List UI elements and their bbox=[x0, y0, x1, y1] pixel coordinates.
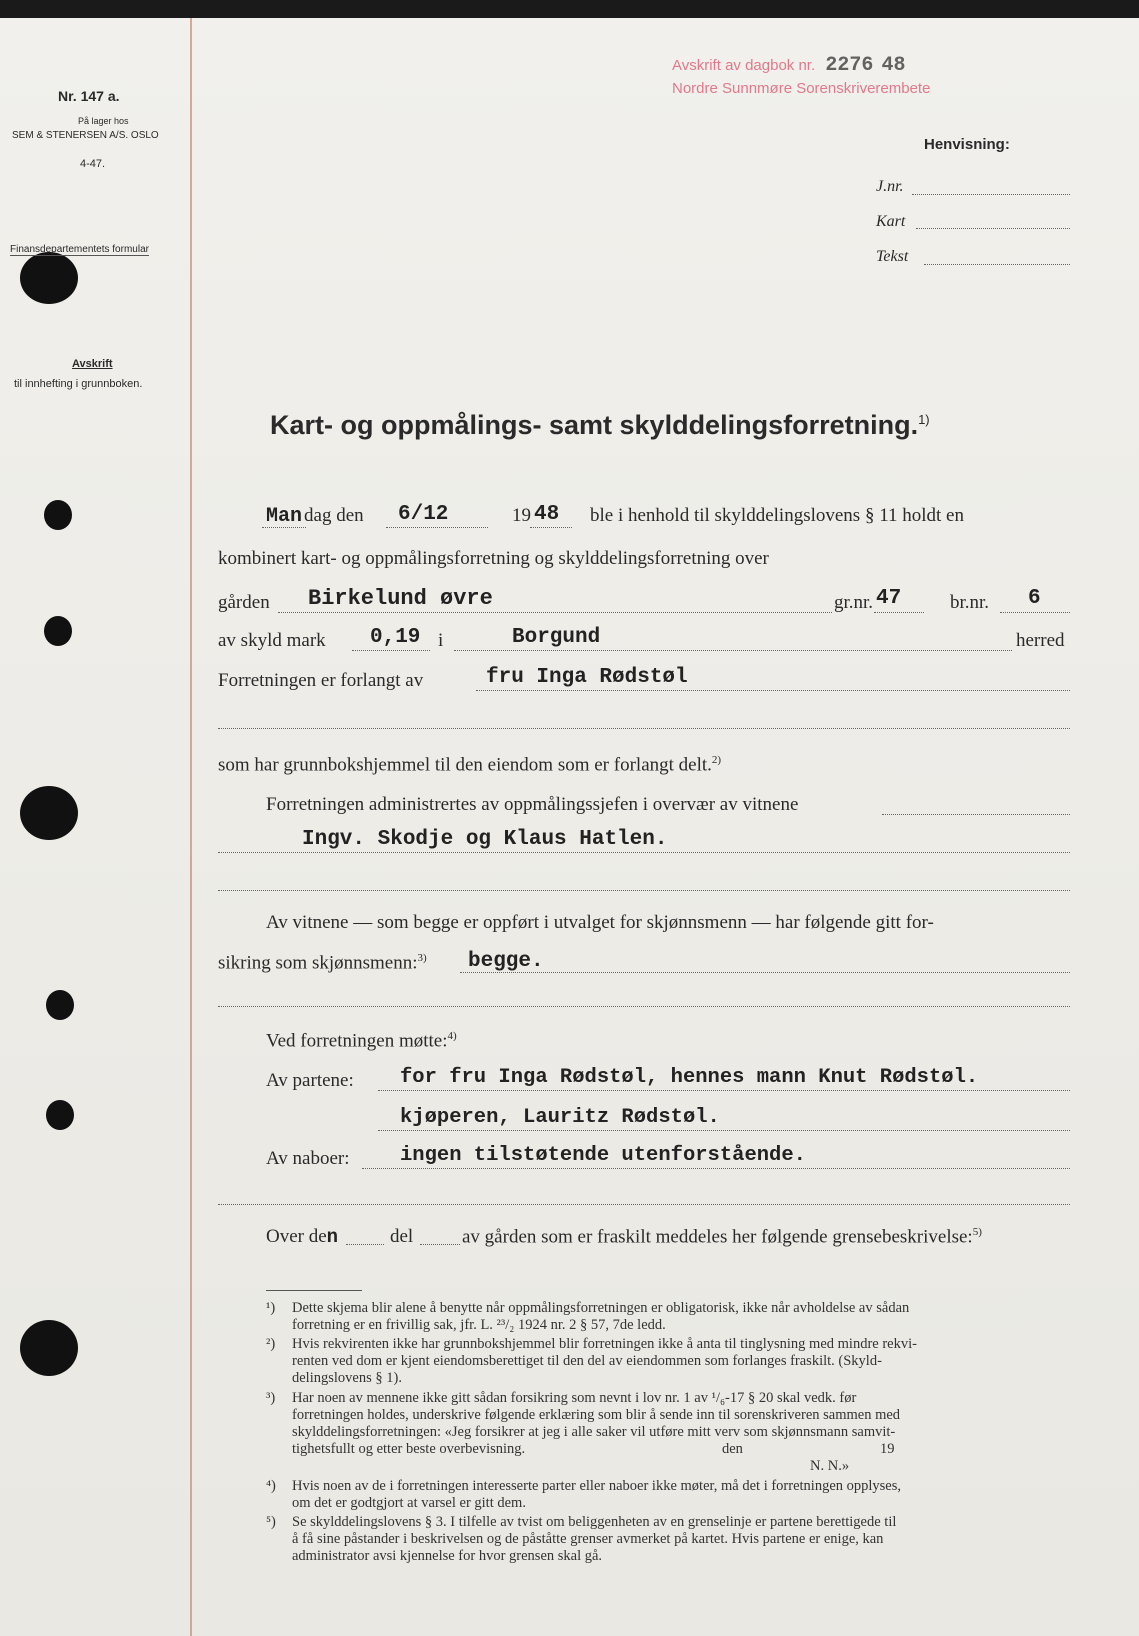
copy-sublabel: til innhefting i grunnboken. bbox=[14, 378, 143, 390]
reference-tekst: Tekst bbox=[876, 248, 909, 265]
punch-hole bbox=[20, 786, 78, 840]
del-line bbox=[420, 1244, 460, 1245]
fn5-line: å få sine påstander i beskrivelsen og de påståtte grenser avmerket på kartet. Hvis partene er enige, kan bbox=[292, 1531, 884, 1547]
line-2: kombinert kart- og oppmålingsforretning og skylddelingsforretning over bbox=[218, 548, 769, 569]
boundary-text: av gården som er fraskilt meddeles her følgende grensebeskrivelse: bbox=[462, 1226, 973, 1248]
stamp-number: 2276 bbox=[825, 54, 874, 77]
line-6 bbox=[218, 754, 721, 776]
fn3-mark: 3) bbox=[417, 952, 427, 964]
farm-line bbox=[278, 612, 832, 613]
copy-label: Avskrift bbox=[72, 358, 113, 370]
kart-line bbox=[916, 228, 1070, 229]
reference-title: Henvisning: bbox=[924, 136, 1010, 153]
fn4-foot-mark: ⁴) bbox=[266, 1478, 276, 1494]
fn2-line: Hvis rekvirenten ikke har grunnbokshjemmel blir forretningen ikke å anta til tinglysning med mindre rekvi- bbox=[292, 1336, 917, 1352]
fn3-line: skylddelingsforretningen: «Jeg forsikrer at jeg i alle saker vil utføre mitt verv som skjønnsmann samvit- bbox=[292, 1424, 896, 1440]
fn3-line: tighetsfullt og etter beste overbevisning. bbox=[292, 1441, 526, 1457]
grnr-line bbox=[874, 612, 924, 613]
jnr-line bbox=[912, 194, 1070, 195]
year-value: 48 bbox=[534, 503, 560, 526]
requested-by-line bbox=[476, 690, 1070, 691]
form-date: 4-47. bbox=[80, 158, 106, 170]
fn3-line: Har noen av mennene ikke gitt sådan forsikring som nevnt i lov nr. 1 av ¹/₆-17 § 20 skal vedk. før bbox=[292, 1390, 857, 1406]
over-de-label: Over de bbox=[266, 1226, 327, 1247]
fn5-line: Se skylddelingslovens § 3. I tilfelle av tvist om beliggenheten av en grenselinje er partene berettigede til bbox=[292, 1514, 897, 1530]
fn4-line: Hvis noen av de i forretningen interesserte parter eller naboer ikke møter, må det i forretningen opplyses, bbox=[292, 1478, 902, 1494]
title-footnote-mark: 1) bbox=[918, 412, 930, 427]
fn5-foot-mark: ⁵) bbox=[266, 1514, 276, 1530]
punch-hole bbox=[20, 1320, 78, 1376]
footnote-rule bbox=[266, 1290, 362, 1291]
witness-line-2 bbox=[218, 852, 1070, 853]
punch-hole bbox=[20, 252, 78, 304]
publisher-line-1: På lager hos bbox=[78, 116, 129, 126]
line-1 bbox=[266, 505, 364, 528]
line-1-rest: ble i henhold til skylddelingslovens § 11 holdt en bbox=[590, 505, 964, 526]
tekst-line bbox=[924, 264, 1070, 265]
punch-hole bbox=[44, 616, 72, 646]
blank-line-3 bbox=[218, 1006, 1070, 1007]
brnr-value: 6 bbox=[1028, 587, 1041, 610]
date-line bbox=[386, 527, 488, 528]
year-line bbox=[530, 527, 572, 528]
fn2-foot-mark: ²) bbox=[266, 1336, 276, 1352]
parties-label: Av partene: bbox=[266, 1070, 354, 1091]
herred-label: herred bbox=[1016, 630, 1065, 651]
fn3-signature: N. N.» bbox=[810, 1458, 850, 1474]
line-9: Av vitnene — som begge er oppført i utvalget for skjønnsmenn — har følgende gitt for- bbox=[266, 912, 934, 933]
witness-line-1 bbox=[882, 814, 1070, 815]
neighbours-line bbox=[362, 1168, 1070, 1169]
stamp-line-2: Nordre Sunnmøre Sorenskriverembete bbox=[672, 80, 931, 97]
herred-line bbox=[454, 650, 1012, 651]
fn5-mark: 5) bbox=[972, 1226, 982, 1238]
scan-edge bbox=[0, 0, 1139, 18]
brnr-label: br.nr. bbox=[950, 592, 990, 613]
punch-hole bbox=[46, 1100, 74, 1130]
assurance-value: begge. bbox=[468, 950, 544, 973]
herred-name: Borgund bbox=[512, 626, 601, 649]
parties-line-2 bbox=[378, 1130, 1070, 1131]
witnesses-value: Ingv. Skodje og Klaus Hatlen. bbox=[302, 828, 668, 851]
date-value: 6/12 bbox=[398, 503, 449, 526]
fn2-mark: 2) bbox=[711, 754, 722, 766]
parties-value-2: kjøperen, Lauritz Rødstøl. bbox=[400, 1106, 720, 1129]
grnr-label: gr.nr. bbox=[834, 592, 874, 613]
fn3-den: den bbox=[722, 1441, 743, 1457]
year-prefix: 19 bbox=[512, 505, 531, 526]
title-text: Kart- og oppmålings- samt skylddelingsforretning. bbox=[270, 410, 919, 440]
line-10 bbox=[218, 952, 427, 974]
fn5-line: administrator avsi kjennelse for hvor grensen skal gå. bbox=[292, 1548, 603, 1564]
assurance-line bbox=[460, 972, 1070, 973]
line-15-rest bbox=[462, 1226, 982, 1248]
weekday-line bbox=[262, 527, 306, 528]
margin-line bbox=[190, 18, 192, 1636]
fn3-foot-mark: ³) bbox=[266, 1390, 276, 1406]
skyld-i: i bbox=[438, 630, 444, 651]
blank-line-4 bbox=[218, 1204, 1070, 1205]
stamp-line-1: Avskrift av dagbok nr. bbox=[672, 57, 816, 74]
parties-value: for fru Inga Rødstøl, hennes mann Knut Rødstøl. bbox=[400, 1066, 979, 1089]
publisher-line-2: SEM & STENERSEN A/S. OSLO bbox=[12, 130, 159, 141]
over-de-suffix: n bbox=[326, 1226, 339, 1248]
document-title bbox=[270, 410, 930, 441]
del-label: del bbox=[390, 1226, 414, 1247]
fn3-line: forretningen holdes, underskrive følgende erklæring som blir å sende inn til sorenskriveren sammen med bbox=[292, 1407, 901, 1423]
reference-jnr: J.nr. bbox=[876, 178, 904, 195]
reference-kart: Kart bbox=[876, 213, 906, 230]
line-6-text: som har grunnbokshjemmel til den eiendom som er forlangt delt. bbox=[218, 754, 712, 776]
punch-hole bbox=[44, 500, 72, 530]
fn1-mark: ¹) bbox=[266, 1300, 276, 1316]
farm-name: Birkelund øvre bbox=[308, 586, 493, 611]
neighbours-value: ingen tilstøtende utenforstående. bbox=[400, 1144, 806, 1167]
grnr-value: 47 bbox=[876, 587, 902, 610]
weekday-value: Man bbox=[266, 505, 303, 528]
skyld-label: av skyld mark bbox=[218, 630, 326, 651]
blank-line-2 bbox=[218, 890, 1070, 891]
fn1-line: forretning er en frivillig sak, jfr. L. ²³/₂ 1924 nr. 2 § 57, 7de ledd. bbox=[292, 1317, 666, 1333]
fn2-line: renten ved dom er kjent eiendomsberettiget til den del av eiendommen som forlanges fraskilt. (Skyld- bbox=[292, 1353, 882, 1369]
skyld-line bbox=[352, 650, 430, 651]
fn4-mark: 4) bbox=[447, 1030, 457, 1042]
neighbours-label: Av naboer: bbox=[266, 1148, 350, 1169]
assurance-label: sikring som skjønnsmenn: bbox=[218, 952, 418, 974]
line-11 bbox=[266, 1030, 457, 1052]
fn2-line: delingslovens § 1). bbox=[292, 1370, 402, 1386]
stamp-year: 48 bbox=[881, 54, 906, 77]
skyld-value: 0,19 bbox=[370, 626, 421, 649]
department-label: Finansdepartementets formular bbox=[10, 244, 149, 255]
brnr-line bbox=[1000, 612, 1070, 613]
parties-line bbox=[378, 1090, 1070, 1091]
fn1-line: Dette skjema blir alene å benytte når oppmålingsforretningen er obligatorisk, ikke når avholdelse av sådan bbox=[292, 1300, 910, 1316]
fn4-line: om det er godtgjort at varsel er gitt dem. bbox=[292, 1495, 526, 1511]
fn3-19: 19 bbox=[880, 1441, 895, 1457]
registry-stamp bbox=[672, 54, 906, 77]
farm-label: gården bbox=[218, 592, 270, 613]
attendance-label: Ved forretningen møtte: bbox=[266, 1030, 448, 1052]
form-number: Nr. 147 a. bbox=[58, 88, 120, 104]
dag-den-label: dag den bbox=[304, 505, 364, 526]
line-15 bbox=[266, 1226, 338, 1248]
requested-by-label: Forretningen er forlangt av bbox=[218, 670, 424, 691]
over-de-line bbox=[346, 1244, 384, 1245]
line-7: Forretningen administrertes av oppmålingssjefen i overvær av vitnene bbox=[266, 794, 799, 815]
punch-hole bbox=[46, 990, 74, 1020]
requested-by-value: fru Inga Rødstøl bbox=[486, 666, 688, 689]
blank-line-1 bbox=[218, 728, 1070, 729]
